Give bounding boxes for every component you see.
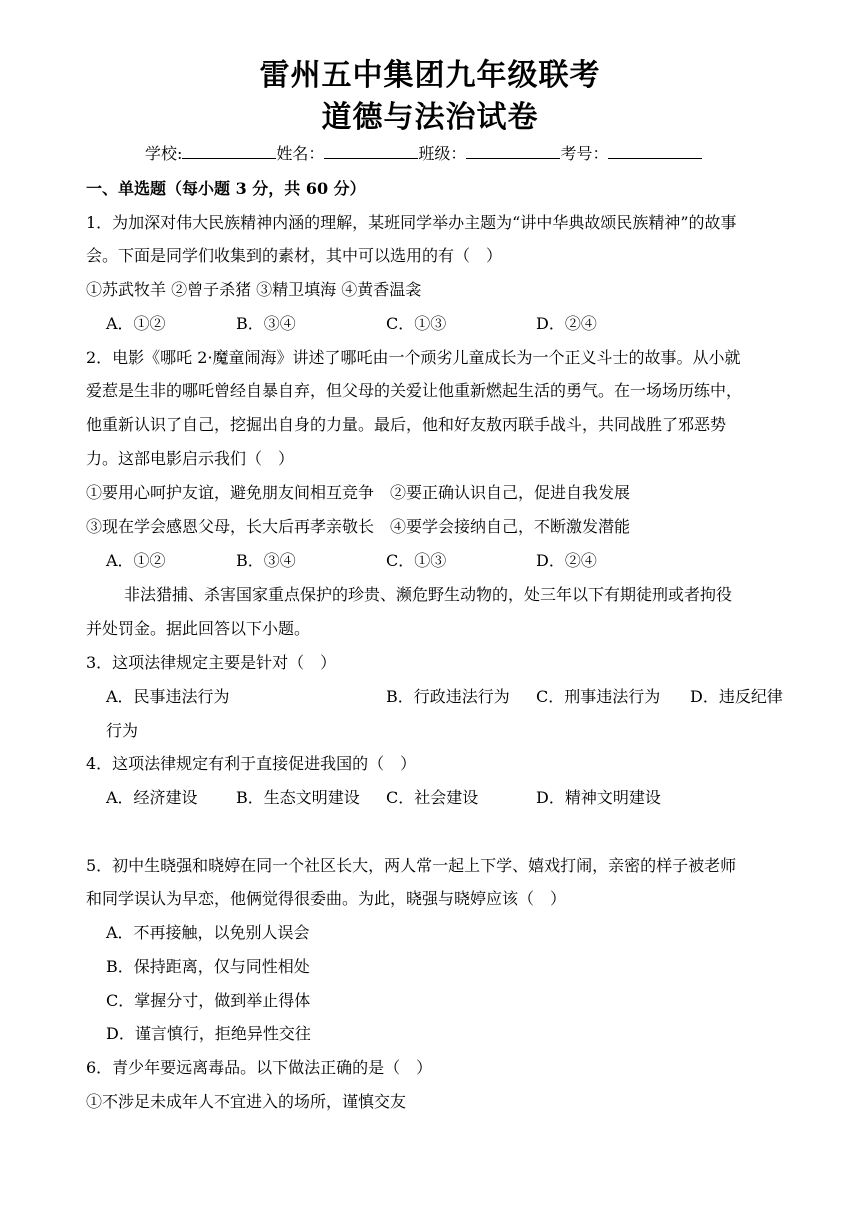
q2-stem-line3: 他重新认识了自己，挖掘出自身的力量。最后，他和好友敖丙联手战斗，共同战胜了邪恶势 — [86, 415, 727, 434]
q5-option-a: A．不再接触，以免别人误会 — [106, 923, 310, 942]
q2-stem-line1: 2．电影《哪吒 2·魔童闹海》讲述了哪吒由一个顽劣儿童成长为一个正义斗士的故事。从小就 — [86, 348, 741, 367]
q2-stem-line4: 力。这部电影启示我们（ ） — [86, 449, 295, 468]
q6-stem: 6．青少年要远离毒品。以下做法正确的是（ ） — [86, 1058, 433, 1077]
q2-items-line1: ①要用心呵护友谊，避免朋友间相互竞争 ②要正确认识自己，促进自我发展 — [86, 483, 631, 502]
exam-subtitle: 道德与法治试卷 — [321, 100, 539, 135]
name-label: 姓名： — [276, 144, 325, 163]
q3-option-c: C．刑事违法行为 — [536, 687, 661, 706]
q5-stem-line1: 5．初中生晓强和晓婷在同一个社区长大，两人常一起上下学、嬉戏打闹，亲密的样子被老师 — [86, 856, 737, 875]
q2-option-c: C．①③ — [386, 551, 447, 570]
q4-option-a: A．经济建设 — [106, 788, 198, 807]
q1-stem-line1: 1．为加深对伟大民族精神内涵的理解，某班同学举办主题为“讲中华典故颂民族精神”的故事 — [86, 213, 737, 232]
q5-option-c: C．掌握分寸，做到举止得体 — [106, 991, 311, 1010]
q3-option-a: A．民事违法行为 — [106, 687, 230, 706]
q4-stem: 4．这项法律规定有利于直接促进我国的（ ） — [86, 754, 417, 773]
class-label: 班级： — [418, 144, 467, 163]
school-blank — [182, 143, 276, 159]
q1-option-b: B．③④ — [236, 314, 296, 333]
section-heading: 一、单选题（每小题 3 分，共 60 分） — [86, 179, 366, 198]
school-label: 学校: — [145, 144, 183, 163]
q5-option-b: B．保持距离，仅与同性相处 — [106, 957, 310, 976]
q4-option-c: C．社会建设 — [386, 788, 479, 807]
q3-option-d: D．违反纪律 — [690, 687, 783, 706]
q2-option-d: D．②④ — [536, 551, 597, 570]
q1-option-c: C．①③ — [386, 314, 447, 333]
q5-stem-line2: 和同学误认为早恋，他俩觉得很委曲。为此，晓强与晓婷应该（ ） — [86, 889, 567, 908]
exam-title: 雷州五中集团九年级联考 — [259, 58, 601, 93]
q1-option-d: D．②④ — [536, 314, 597, 333]
q4-option-d: D．精神文明建设 — [536, 788, 661, 807]
passage-line1: 非法猎捕、杀害国家重点保护的珍贵、濒危野生动物的，处三年以下有期徒刑或者拘役 — [124, 585, 733, 604]
q5-option-d: D．谨言慎行，拒绝异性交往 — [106, 1024, 311, 1043]
q2-option-a: A．①② — [106, 551, 166, 570]
q6-item1: ①不涉足未成年人不宜进入的场所，谨慎交友 — [86, 1092, 407, 1111]
q3-option-d-wrap: 行为 — [106, 721, 139, 740]
student-info-row — [145, 141, 702, 164]
q4-option-b: B．生态文明建设 — [236, 788, 360, 807]
q1-stem-line2: 会。下面是同学们收集到的素材，其中可以选用的有（ ） — [86, 246, 503, 265]
passage-line2: 并处罚金。据此回答以下小题。 — [86, 619, 311, 638]
name-blank — [324, 143, 418, 159]
exam-no-blank — [608, 143, 702, 159]
q3-stem: 3．这项法律规定主要是针对（ ） — [86, 653, 337, 672]
q2-stem-line2: 爱惹是生非的哪吒曾经自暴自弃，但父母的关爱让他重新燃起生活的勇气。在一场场历练中， — [86, 381, 743, 400]
q2-items-line2: ③现在学会感恩父母，长大后再孝亲敬长 ④要学会接纳自己，不断激发潜能 — [86, 517, 631, 536]
exam-no-label: 考号： — [560, 144, 609, 163]
q1-items: ①苏武牧羊 ②曾子杀猪 ③精卫填海 ④黄香温衾 — [86, 280, 422, 299]
q2-option-b: B．③④ — [236, 551, 296, 570]
q1-option-a: A．①② — [106, 314, 166, 333]
q3-option-b: B．行政违法行为 — [386, 687, 510, 706]
class-blank — [466, 143, 560, 159]
